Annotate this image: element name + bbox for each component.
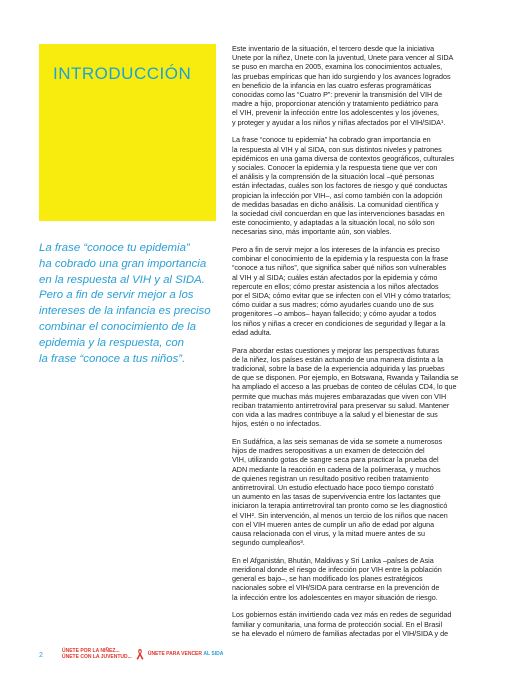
page-number: 2 (39, 652, 43, 659)
body-line: Los gobiernos están invirtiendo cada vez más en redes de seguridad (232, 610, 452, 620)
title-highlight-box (39, 44, 216, 221)
body-line: los niños y niñas a crecer en condiciones de seguridad y llegar a la (232, 318, 446, 328)
pull-quote-line: ha cobrado una gran importancia (39, 257, 207, 270)
body-line: conocidas como las “Cuatro P”: prevenir la transmisión del VIH de (232, 90, 443, 100)
body-paragraph (232, 346, 501, 429)
body-paragraph (232, 556, 501, 602)
body-line: tradicional, sobre la base de la experiencia adquirida y las pruebas (232, 364, 445, 373)
logo-line-2: ÚNETE CON LA JUVENTUD... (62, 654, 132, 660)
body-line: hijos de madres seropositivas a un examen de detección del (232, 446, 425, 456)
body-paragraph (232, 245, 501, 337)
logo-line-1: ÚNETE POR LA NIÑEZ... (62, 648, 120, 654)
aids-ribbon-icon (135, 648, 145, 660)
body-line: al VIH y al SIDA; cuáles están afectados por la epidemia y cómo (232, 272, 438, 282)
body-line: En el Afganistán, Bhután, Maldivas y Sri Lanka –países de Asia (232, 555, 434, 565)
body-line: Pero a fin de servir mejor a los intereses de la infancia es preciso (232, 245, 440, 255)
logo-text (62, 648, 132, 660)
body-paragraph (232, 44, 501, 127)
body-line: segundo cumpleaños³. (232, 538, 305, 548)
body-line: la respuesta al VIH y al SIDA, con sus distintos niveles y patrones (232, 144, 442, 154)
body-line: están infectadas, cuáles son los factores de riesgo y qué conductas (232, 181, 448, 191)
pull-quote-line: la frase “conoce a tus niños”. (39, 352, 186, 365)
body-line: combinar el conocimiento de la epidemia y la respuesta con la frase (232, 254, 449, 264)
body-line: un aumento en las tasas de supervivencia entre los lactantes que (232, 492, 441, 502)
body-line: antirretroviral. Un estudio efectuado hace poco tiempo constató (232, 482, 434, 492)
body-line: necesarias sino, más importante aún, son viables. (232, 227, 392, 237)
body-line: hijos, estén o no infectados. (232, 419, 322, 429)
pull-quote-line: combinar el conocimiento de la (39, 320, 197, 333)
body-line: general es bajo–, se han modificado los planes estratégicos (232, 574, 423, 584)
body-line: este conocimiento, y adaptadas a la situación local, no sólo son (232, 218, 435, 228)
pull-quote-line: La frase “conoce tu epidemia” (39, 242, 190, 254)
pull-quote-line: intereses de la infancia es preciso (39, 305, 211, 318)
pull-quote-line: Pero a fin de servir mejor a los (39, 289, 194, 302)
body-line: se ha elevado el número de familias afectadas por el VIH/SIDA y de (232, 628, 449, 638)
body-line: cómo cuidar a sus madres; cómo ayudarles cuando uno de sus (232, 300, 434, 310)
body-line: Este inventario de la situación, el tercero desde que la iniciativa (232, 44, 435, 53)
body-line: Unete por la niñez, Unete con la juventud, Unete para vencer al SIDA (232, 53, 454, 63)
body-line: el análisis y la comprensión de la situación local –qué personas (232, 172, 435, 182)
section-title: INTRODUCCIÓN (53, 64, 192, 83)
body-line: y sociales. Conocer la epidemia y la respuesta tiene que ver con (232, 162, 438, 172)
pull-quote-line: epidemia y la respuesta, con (39, 336, 184, 349)
body-line: repercute en ellos; cómo prestar asistencia a los niños afectados (232, 281, 439, 291)
body-line: En Sudáfrica, a las seis semanas de vida se somete a numerosos (232, 436, 443, 446)
body-line: con vida a las madres contribuye a la salud y el bienestar de sus (232, 410, 438, 420)
body-line: con el VIH mueren antes de cumplir un año de edad por alguna (232, 519, 435, 529)
pull-quote-line: en la respuesta al VIH y al SIDA. (39, 273, 205, 286)
body-line: epidémicos en una gama diversa de contextos geográficos, culturales (232, 153, 455, 163)
body-line: el VIH, prevenir la infección entre los adolescentes y los jóvenes, (232, 108, 439, 118)
body-line: causa relacionada con el virus, y la mitad muere antes de su (232, 528, 425, 538)
logo-tag-prefix: ÚNETE PARA VENCER (147, 651, 203, 657)
body-line: la infección entre los adolescentes en mayor situación de riesgo. (232, 592, 438, 602)
body-line: reciban tratamiento antirretroviral para preservar su salud. Mantener (232, 400, 450, 410)
body-line: VIH, utilizando gotas de sangre seca para practicar la prueba del (232, 455, 439, 465)
body-line: y proteger y ayudar a los niños y niñas afectados por el VIH/SIDA¹. (232, 117, 446, 127)
body-paragraph (232, 437, 501, 547)
campaign-logo (62, 648, 223, 660)
body-line: propician la infección por VIH–, así como también con la adopción (232, 190, 443, 200)
body-line: Para abordar estas cuestiones y mejorar las perspectivas futuras (232, 345, 439, 355)
body-line: nacionales sobre el VIH/SIDA para centrarse en la prevención de (232, 583, 440, 593)
body-line: el VIH². Sin intervención, al menos un tercio de los niños que nacen (232, 510, 448, 520)
body-line: de la niñez, los países están actuando de una manera distinta a la (232, 354, 443, 364)
body-line: de quienes registran un resultado positivo reciben tratamiento (232, 473, 429, 483)
body-line: de que se disponen. Por ejemplo, en Botswana, Rwanda y Tailandia se (232, 373, 459, 383)
body-line: progenitores –o ambos– hayan fallecido; y cómo ayudar a todos (232, 309, 437, 319)
body-line: “conoce a tus niños”, que significa saber qué niños son vulnerables (232, 263, 447, 273)
body-line: se puso en marcha en 2005, examina los conocimientos actuales, (232, 62, 443, 72)
body-line: La frase “conoce tu epidemia” ha cobrado gran importancia en (232, 135, 431, 145)
body-line: permite que muchas más mujeres embarazadas que viven con VIH (232, 391, 447, 401)
pull-quote (39, 241, 234, 367)
body-line: de medidas basadas en dicho análisis. La comunidad científica y (232, 199, 439, 209)
body-line: iniciaron la terapia antirretroviral tan pronto como se les diagnosticó (232, 501, 448, 511)
body-line: familiar y comunitaria, una forma de protección social. En el Brasil (232, 619, 443, 629)
body-line: edad adulta. (232, 327, 272, 337)
body-line: las pruebas empíricas que han ido surgiendo y los avances logrados (232, 71, 451, 81)
body-text-column (232, 44, 501, 646)
logo-tag-emphasis: AL SIDA (203, 651, 224, 657)
body-line: meridional donde el riesgo de infección por VIH entre la población (232, 565, 442, 575)
body-line: por el SIDA; cómo evitar que se infecten con el VIH y cómo tratarlos; (232, 291, 451, 301)
body-line: madre a hijo, proporcionar atención y tratamiento pediátrico para (232, 99, 439, 109)
body-paragraph (232, 135, 501, 236)
body-line: ADN mediante la reacción en cadena de la polimerasa, y muchos (232, 464, 441, 474)
body-paragraph (232, 610, 501, 638)
body-line: en beneficio de la infancia en las cuatro esferas programáticas (232, 80, 432, 90)
body-line: ha ampliado el acceso a las pruebas de conteo de células CD4, lo que (232, 382, 457, 392)
body-line: la sociedad civil concuerdan en que las intervenciones basadas en (232, 208, 445, 218)
logo-tagline (148, 651, 224, 657)
